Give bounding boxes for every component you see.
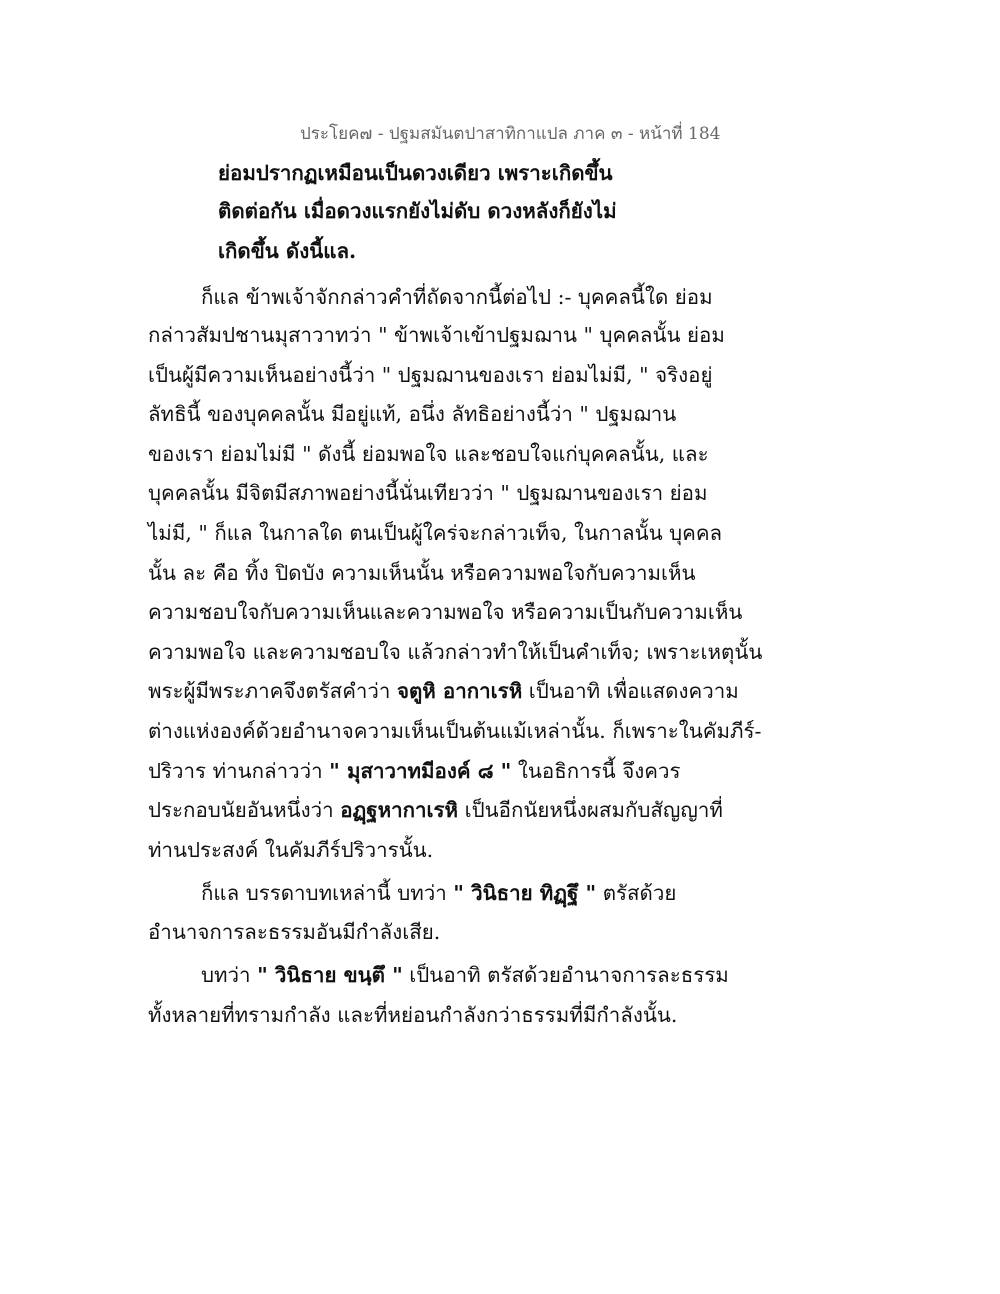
paragraph-line: ไม่มี, " ก็แล ในกาลใด ตนเป็นผู้ใคร่จะกล่าวเท็จ, ในกาลนั้น บุคคล (148, 521, 723, 545)
paragraph-line (148, 676, 739, 706)
paragraph-line: ลัทธินี้ ของบุคคลนั้น มีอยู่แท้, อนึ่ง ลัทธิอย่างนี้ว่า " ปฐมฌาน (148, 402, 677, 426)
text-run: ก็แล บรรดาบทเหล่านี้ บทว่า (201, 881, 454, 905)
paragraph-line: เป็นผู้มีความเห็นอย่างนี้ว่า " ปฐมฌานของเรา ย่อมไม่มี, " จริงอยู่ (148, 363, 713, 387)
paragraph-line: ของเรา ย่อมไม่มี " ดังนี้ ย่อมพอใจ และชอบใจแก่บุคคลนั้น, และ (148, 442, 709, 466)
pali-term: จตูหิ อากาเรหิ (396, 679, 523, 703)
paragraph-line: ทั้งหลายที่ทรามกำลัง และที่หย่อนกำลังกว่าธรรมที่มีกำลังนั้น. (148, 1003, 678, 1027)
pali-term: " วินิธาย ทิฏฺฐึ " (453, 881, 597, 905)
text-run: เป็นอีกนัยหนึ่งผสมกับสัญญาที่ (458, 798, 723, 822)
paragraph-line: ต่างแห่งองค์ด้วยอำนาจความเห็นเป็นต้นแม้เหล่านั้น. ก็เพราะในคัมภีร์- (148, 719, 762, 743)
text-run: เป็นอาทิ ตรัสด้วยอำนาจการละธรรม (402, 963, 729, 987)
pali-term: " มุสาวาทมีองค์ ๘ " (329, 759, 512, 783)
paragraph-line (201, 960, 729, 990)
paragraph-line: ท่านประสงค์ ในคัมภีร์ปริวารนั้น. (148, 838, 434, 862)
paragraph-line (201, 878, 708, 908)
paragraph-line (148, 795, 723, 825)
text-run: ในอธิการนี้ จึงควร (511, 759, 681, 783)
paragraph-line: ก็แล ข้าพเจ้าจักกล่าวคำที่ถัดจากนี้ต่อไป :- บุคคลนี้ใด ย่อม (201, 285, 713, 309)
paragraph-line (148, 756, 708, 786)
block-line: ติดต่อกัน เมื่อดวงแรกยังไม่ดับ ดวงหลังก็ยังไม่ (218, 199, 617, 223)
paragraph-line: อำนาจการละธรรมอันมีกำลังเสีย. (148, 920, 441, 944)
paragraph-line: กล่าวสัมปชานมุสาวาทว่า " ข้าพเจ้าเข้าปฐมฌาน " บุคคลนั้น ย่อม (148, 323, 725, 347)
page-header: ประโยค๗ - ปฐมสมันตปาสาทิกาแปล ภาค ๓ - หน้าที่ 184 (300, 124, 721, 144)
text-run: ปริวาร ท่านกล่าวว่า (148, 759, 330, 783)
block-line: ย่อมปรากฏเหมือนเป็นดวงเดียว เพราะเกิดขึ้น (218, 161, 613, 185)
paragraph-line: นั้น ละ คือ ทิ้ง ปิดบัง ความเห็นนั้น หรือความพอใจกับความเห็น (148, 561, 696, 585)
block-line: เกิดขึ้น ดังนี้แล. (218, 239, 357, 263)
text-run: ตรัสด้วย (596, 881, 677, 905)
pali-term: อฏฺฐหากาเรหิ (340, 798, 459, 822)
paragraph-line: ความพอใจ และความชอบใจ แล้วกล่าวทำให้เป็นคำเท็จ; เพราะเหตุนั้น (148, 640, 763, 664)
text-run: พระผู้มีพระภาคจึงตรัสคำว่า (148, 679, 397, 703)
paragraph-line: ความชอบใจกับความเห็นและความพอใจ หรือความเป็นกับความเห็น (148, 600, 743, 624)
paragraph-line: บุคคลนั้น มีจิตมีสภาพอย่างนี้นั่นเทียวว่า " ปฐมฌานของเรา ย่อม (148, 481, 708, 505)
text-run: ประกอบนัยอันหนึ่งว่า (148, 798, 341, 822)
text-run: บทว่า (201, 963, 258, 987)
text-run: เป็นอาทิ เพื่อแสดงความ (522, 679, 739, 703)
pali-term: " วินิธาย ขนฺตึ " (257, 963, 403, 987)
